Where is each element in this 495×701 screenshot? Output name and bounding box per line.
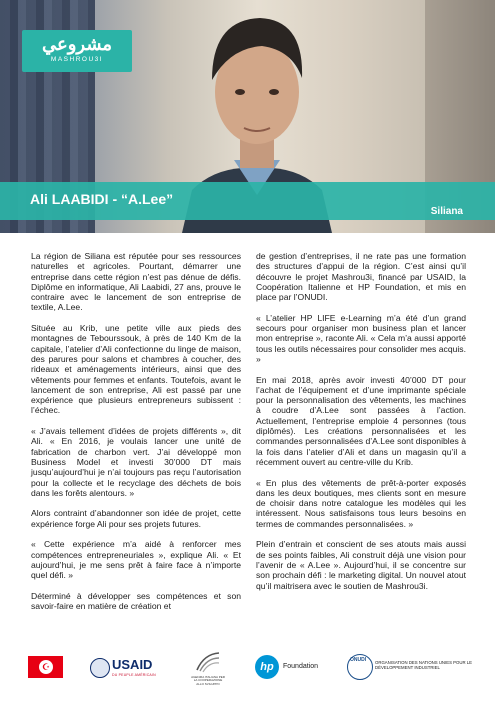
title-band <box>0 182 495 220</box>
paragraph: de gestion d’entreprises, il ne rate pas une formation des structures d’appui de la région. C’est ainsi qu’il découvre le projet Mashrou3i, financé par USAID, la Coopération Italienne et HP Foundation, et mis en place par l’ONUDI. <box>256 251 466 303</box>
cooperation-mark-icon <box>194 650 222 674</box>
paragraph: « J’avais tellement d’idées de projets différents », dit Ali. « En 2016, je voulais lancer une unité de fabrication de charbon vert. J’ai développé mon Business Model et investi 30’000 DT mais jusqu’aujourd’hui je n’ai toujours pas reçu l’autorisation pour la collecte et le recyclage des déchets de bois dans les forêts alentours. » <box>31 426 241 498</box>
entrepreneur-name: Ali LAABIDI - “A.Lee” <box>30 191 174 207</box>
location-label: Siliana <box>430 206 463 217</box>
hp-foundation-logo <box>255 655 345 681</box>
mashrou3i-logo <box>22 30 132 72</box>
onudi-caption: ORGANISATION DES NATIONS UNIES POUR LE DÉVELOPPEMENT INDUSTRIEL <box>375 660 473 671</box>
usaid-wordmark: USAID <box>112 657 153 672</box>
onudi-logo <box>347 654 477 682</box>
tunisia-flag-icon: ☪ <box>28 656 63 678</box>
hp-icon: hp <box>255 655 279 679</box>
paragraph: « En plus des vêtements de prêt-à-porter exposés dans les deux boutiques, mes clients sont en mesure de choisir dans notre catalogue les modèles qui les intéressent. Nous satisfaisons tous leurs besoins en termes de commandes personnalisées. » <box>256 477 466 529</box>
article-column-right <box>256 251 466 601</box>
un-emblem-icon <box>347 654 373 680</box>
paragraph: « L’atelier HP LIFE e-Learning m’a été d’un grand secours pour organiser mon business plan et lancer mon entreprise », raconte Ali. « Cela m’a aussi apporté tous les outils nécessaires pour consolider mes acquis. » <box>256 312 466 364</box>
paragraph: Déterminé à développer ses compétences et son savoir-faire en matière de création et <box>31 590 241 612</box>
hp-foundation-label: Foundation <box>283 663 319 670</box>
article-column-left <box>31 251 241 622</box>
usaid-tagline: DU PEUPLE AMÉRICAIN <box>112 673 156 677</box>
cooperation-caption: AGENZIA ITALIANA PER LA COOPERAZIONE ALLO SVILUPPO <box>191 675 225 686</box>
italian-cooperation-logo <box>190 650 226 686</box>
logo-arabic-text: مشروعي <box>41 34 113 54</box>
paragraph: Située au Krib, une petite ville aux pieds des montagnes de Tebourssouk, à près de 140 Km de la capitale, l’atelier d’Ali confectionne du linge de maison, des parures pour salons et chambres à coucher, des rideaux et aménagements intérieurs, ainsi que des vêtements pour femmes et enfants. Toutefois, avant le lancement de son entreprise, Ali est passé par une expérience que plusieurs entrepreneurs subissent : l’échec. <box>31 323 241 416</box>
partner-logos <box>0 648 495 688</box>
hero-photo <box>0 0 495 233</box>
logo-latin-text: MASHROU3I <box>50 56 104 63</box>
paragraph: Plein d’entrain et conscient de ses atouts mais aussi de ses points faibles, Ali construit déjà une vision pour l’avenir de « A.Lee ». Aujourd’hui, il se concentre sur son prochain défi : le marketing digital. Un nouvel atout qu’il maitrisera avec le soutien de Mashrou3i. <box>256 539 466 591</box>
paragraph: En mai 2018, après avoir investi 40’000 DT pour l’achat de l’équipement et d’une imprimante spéciale pour la personnalisation des vêtements, les machines à coudre d’A.Lee sont passées à l’action. Actuellement, l’entreprise emploie 4 personnes (tous diplômés). Les créations personnalisées et les commandes personnalisées d’A.Lee sont disponibles à la fois dans l’atelier d’Ali et dans un magasin qu’il a récemment ouvert au centre-ville du Krib. <box>256 374 466 467</box>
onudi-seal-label: ONUDI <box>350 657 367 663</box>
paragraph: Alors contraint d’abandonner son idée de projet, cette expérience forge Ali pour ses projets futures. <box>31 508 241 529</box>
usaid-logo <box>90 654 170 682</box>
paragraph: « Cette expérience m’a aidé à renforcer mes compétences entrepreneuriales », explique Ali. « Et aujourd’hui, je me sens prêt à faire face à n’importe quel défi. » <box>31 539 241 581</box>
paragraph: La région de Siliana est réputée pour ses ressources naturelles et agricoles. Pourtant, démarrer une entreprise dans cette région n’est pas dénue de défis. Diplôme en informatique, Ali Laabidi, 27 ans, prouve le contraire avec le lancement de son entreprise de textile, A.Lee. <box>31 251 241 313</box>
usaid-seal-icon <box>90 658 110 678</box>
